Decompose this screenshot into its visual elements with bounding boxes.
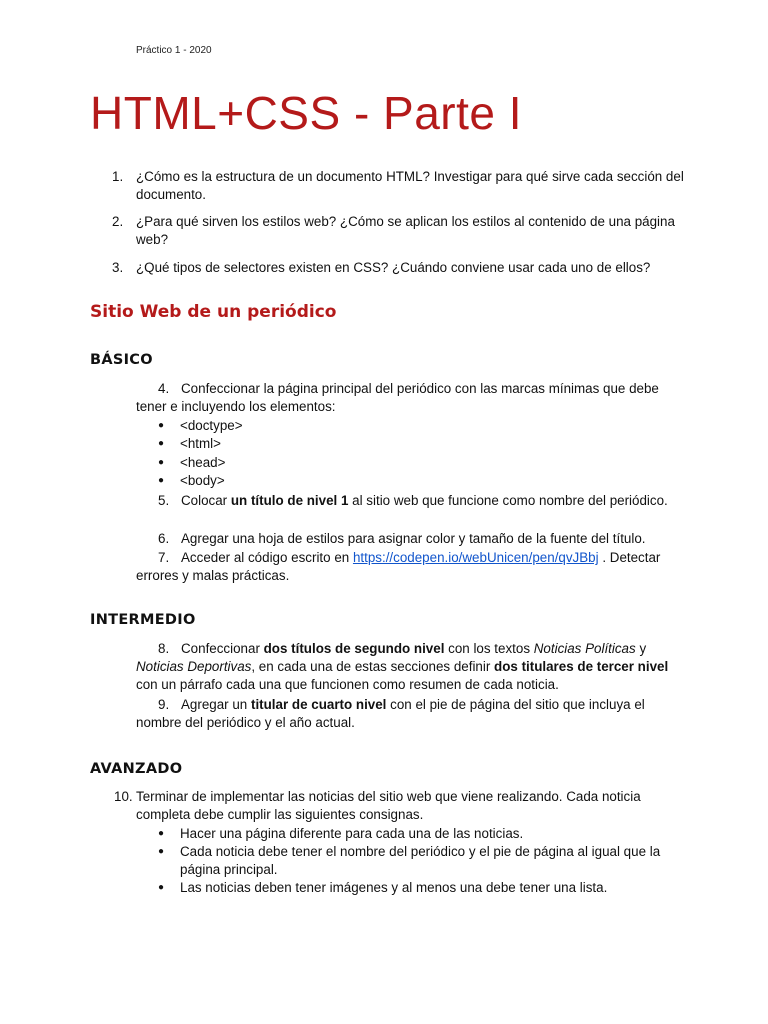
list-item: ● <body> bbox=[158, 472, 243, 490]
item-8 bbox=[136, 640, 676, 694]
item-bold-text: titular de cuarto nivel bbox=[250, 697, 387, 712]
list-item: ● Las noticias deben tener imágenes y al menos una debe tener una lista. bbox=[158, 879, 698, 897]
item-text: con los textos bbox=[444, 641, 534, 656]
codepen-link[interactable]: https://codepen.io/webUnicen/pen/qvJBbj bbox=[352, 550, 599, 565]
question-text: ¿Qué tipos de selectores existen en CSS? ¿Cuándo conviene usar cada uno de ellos? bbox=[136, 260, 651, 275]
item-5 bbox=[136, 492, 676, 510]
item-bold-text: dos títulos de segundo nivel bbox=[263, 641, 445, 656]
item-number: 4. bbox=[158, 381, 170, 396]
heading-intermedio: INTERMEDIO bbox=[90, 612, 196, 628]
item-number: 7. bbox=[158, 550, 170, 565]
list-item: ● <doctype> bbox=[158, 417, 243, 435]
item-number: 9. bbox=[158, 697, 170, 712]
consignas-list bbox=[158, 825, 698, 897]
item-text: con un párrafo cada una que funcionen como resumen de cada noticia. bbox=[136, 677, 559, 692]
item-text: Acceder al código escrito en bbox=[181, 550, 353, 565]
item-6 bbox=[136, 530, 676, 548]
item-text-tail: con el pie de página del sitio que incluya el nombre del periódico y el año actual. bbox=[136, 697, 645, 730]
question-number: 1. bbox=[112, 169, 124, 184]
question-number: 2. bbox=[112, 214, 124, 229]
item-text: Confeccionar bbox=[181, 641, 264, 656]
list-item: ● <html> bbox=[158, 435, 243, 453]
item-text: Terminar de implementar las noticias del sitio web que viene realizando. Cada noticia completa debe cumplir las siguientes consignas. bbox=[136, 789, 641, 822]
list-item: ● Hacer una página diferente para cada una de las noticias. bbox=[158, 825, 698, 843]
item-text-tail: . Detectar errores y malas prácticas. bbox=[136, 550, 661, 583]
list-item: ● Cada noticia debe tener el nombre del periódico y el pie de página al igual que la página principal. bbox=[158, 843, 698, 879]
item-italic-text: Noticias Políticas bbox=[533, 641, 636, 656]
item-text-tail: al sitio web que funcione como nombre del periódico. bbox=[348, 493, 668, 508]
item-number: 5. bbox=[158, 493, 170, 508]
heading-basico: BÁSICO bbox=[90, 352, 153, 368]
item-text: Agregar un bbox=[181, 697, 251, 712]
item-number: 8. bbox=[158, 641, 170, 656]
tag-list bbox=[158, 417, 243, 490]
item-9 bbox=[136, 696, 676, 732]
item-text: Confeccionar la página principal del periódico con las marcas mínimas que debe tener e incluyendo los elementos: bbox=[136, 381, 659, 414]
question-number: 3. bbox=[112, 260, 124, 275]
item-text: , en cada una de estas secciones definir bbox=[251, 659, 495, 674]
page-title: HTML+CSS - Parte I bbox=[90, 87, 523, 139]
item-4 bbox=[136, 380, 676, 416]
question-text: ¿Para qué sirven los estilos web? ¿Cómo se aplican los estilos al contenido de una página web? bbox=[136, 214, 675, 247]
heading-avanzado: AVANZADO bbox=[90, 761, 183, 777]
item-7 bbox=[136, 549, 676, 585]
list-item: ● <head> bbox=[158, 454, 243, 472]
item-number: 6. bbox=[158, 531, 170, 546]
item-italic-text: Noticias Deportivas bbox=[136, 659, 252, 674]
item-bold-text: un título de nivel 1 bbox=[230, 493, 349, 508]
section-title: Sitio Web de un periódico bbox=[90, 302, 337, 322]
item-bold-text: dos titulares de tercer nivel bbox=[494, 659, 669, 674]
question-text: ¿Cómo es la estructura de un documento HTML? Investigar para qué sirve cada sección del documento. bbox=[136, 169, 684, 202]
item-text: Colocar bbox=[181, 493, 231, 508]
item-text: Agregar una hoja de estilos para asignar color y tamaño de la fuente del título. bbox=[181, 531, 646, 546]
item-number: 10. bbox=[114, 789, 133, 804]
item-text: y bbox=[635, 641, 647, 656]
page-header-label: Práctico 1 - 2020 bbox=[136, 45, 212, 56]
